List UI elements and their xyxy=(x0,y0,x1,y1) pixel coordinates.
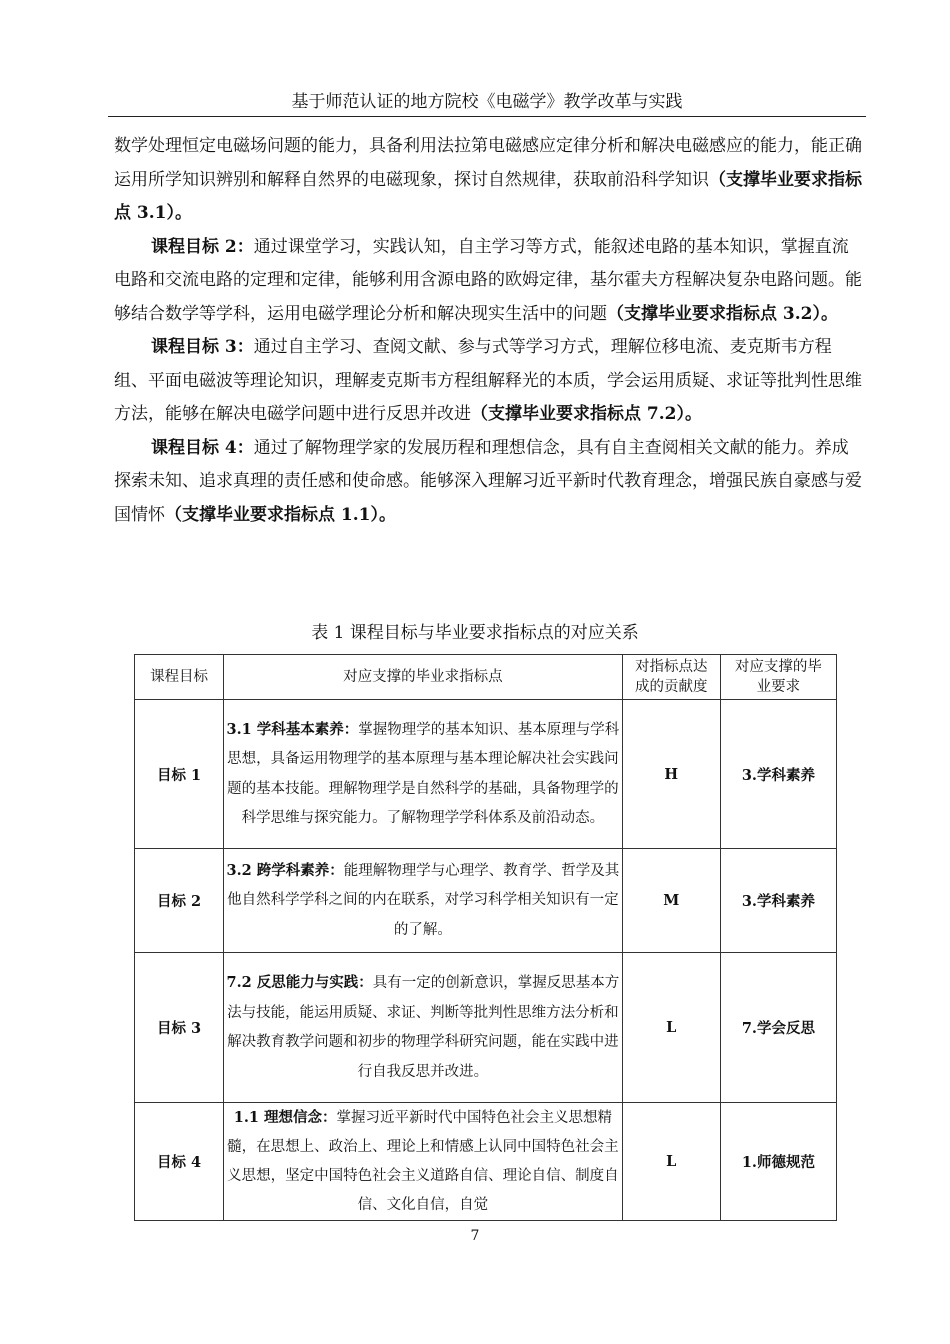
row-indicator: 1.1 理想信念：掌握习近平新时代中国特色社会主义思想精髓，在思想上、政治上、理论上和情感上认同中国特色社会主义思想，坚定中国特色社会主义道路自信、理论自信、制度自信、文化自信，自觉 xyxy=(224,1103,623,1221)
table-row xyxy=(135,953,837,1103)
paragraph-goal-4: 课程目标 4：通过了解物理学家的发展历程和理想信念，具有自主查阅相关文献的能力。养成探索未知、追求真理的责任感和使命感。能够深入理解习近平新时代教育理念，增强民族自豪感与爱国情怀（支撑毕业要求指标点 1.1）。 xyxy=(114,437,862,525)
page-number: 7 xyxy=(470,1228,480,1244)
body-text xyxy=(114,130,864,532)
row-requirement: 1.师德规范 xyxy=(720,1103,836,1221)
header-requirement: 对应支撑的毕业要求 xyxy=(720,655,836,700)
table-row xyxy=(135,849,837,953)
row-level: H xyxy=(622,700,720,849)
header-course-goal: 课程目标 xyxy=(135,655,224,700)
paragraph-goal-2: 课程目标 2：通过课堂学习，实践认知，自主学习等方式，能叙述电路的基本知识，掌握直流电路和交流电路的定理和定律，能够利用含源电路的欧姆定律，基尔霍夫方程解决复杂电路问题。能够结合数学等学科，运用电磁学理论分析和解决现实生活中的问题（支撑毕业要求指标点 3.2）。 xyxy=(114,236,862,324)
row-level: M xyxy=(622,849,720,953)
row-indicator: 3.1 学科基本素养：掌握物理学的基本知识、基本原理与学科思想，具备运用物理学的基本原理与基本理论解决社会实践问题的基本技能。理解物理学是自然科学的基础，具备物理学的科学思维与探究能力。了解物理学学科体系及前沿动态。 xyxy=(224,700,623,849)
row-goal: 目标 3 xyxy=(135,953,224,1103)
header-indicator-point: 对应支撑的毕业求指标点 xyxy=(224,655,623,700)
table-row xyxy=(135,1103,837,1221)
row-requirement: 7.学会反思 xyxy=(720,953,836,1103)
paragraph-goal-1-continued: 数学处理恒定电磁场问题的能力，具备利用法拉第电磁感应定律分析和解决电磁感应的能力，能正确运用所学知识辨别和解释自然界的电磁现象，探讨自然规律，获取前沿科学知识（支撑毕业要求指标点 3.1）。 xyxy=(114,136,862,223)
row-requirement: 3.学科素养 xyxy=(720,849,836,953)
row-indicator: 3.2 跨学科素养：能理解物理学与心理学、教育学、哲学及其他自然科学学科之间的内在联系，对学习科学相关知识有一定的了解。 xyxy=(224,849,623,953)
row-goal: 目标 4 xyxy=(135,1103,224,1221)
row-level: L xyxy=(622,1103,720,1221)
table-row xyxy=(135,700,837,849)
row-requirement: 3.学科素养 xyxy=(720,700,836,849)
header-contribution: 对指标点达成的贡献度 xyxy=(622,655,720,700)
table-caption: 表 1 课程目标与毕业要求指标点的对应关系 xyxy=(311,623,639,643)
row-indicator: 7.2 反思能力与实践：具有一定的创新意识，掌握反思基本方法与技能，能运用质疑、求证、判断等批判性思维方法分析和解决教育教学问题和初步的物理学科研究问题，能在实践中进行自我反思并改进。 xyxy=(224,953,623,1103)
row-level: L xyxy=(622,953,720,1103)
objectives-table xyxy=(134,654,837,1221)
row-goal: 目标 2 xyxy=(135,849,224,953)
table-header-row xyxy=(135,655,837,700)
paragraph-goal-3: 课程目标 3：通过自主学习、查阅文献、参与式等学习方式，理解位移电流、麦克斯韦方程组、平面电磁波等理论知识，理解麦克斯韦方程组解释光的本质，学会运用质疑、求证等批判性思维方法，能够在解决电磁学问题中进行反思并改进（支撑毕业要求指标点 7.2）。 xyxy=(114,337,862,424)
running-header: 基于师范认证的地方院校《电磁学》教学改革与实践 xyxy=(108,88,866,117)
row-goal: 目标 1 xyxy=(135,700,224,849)
